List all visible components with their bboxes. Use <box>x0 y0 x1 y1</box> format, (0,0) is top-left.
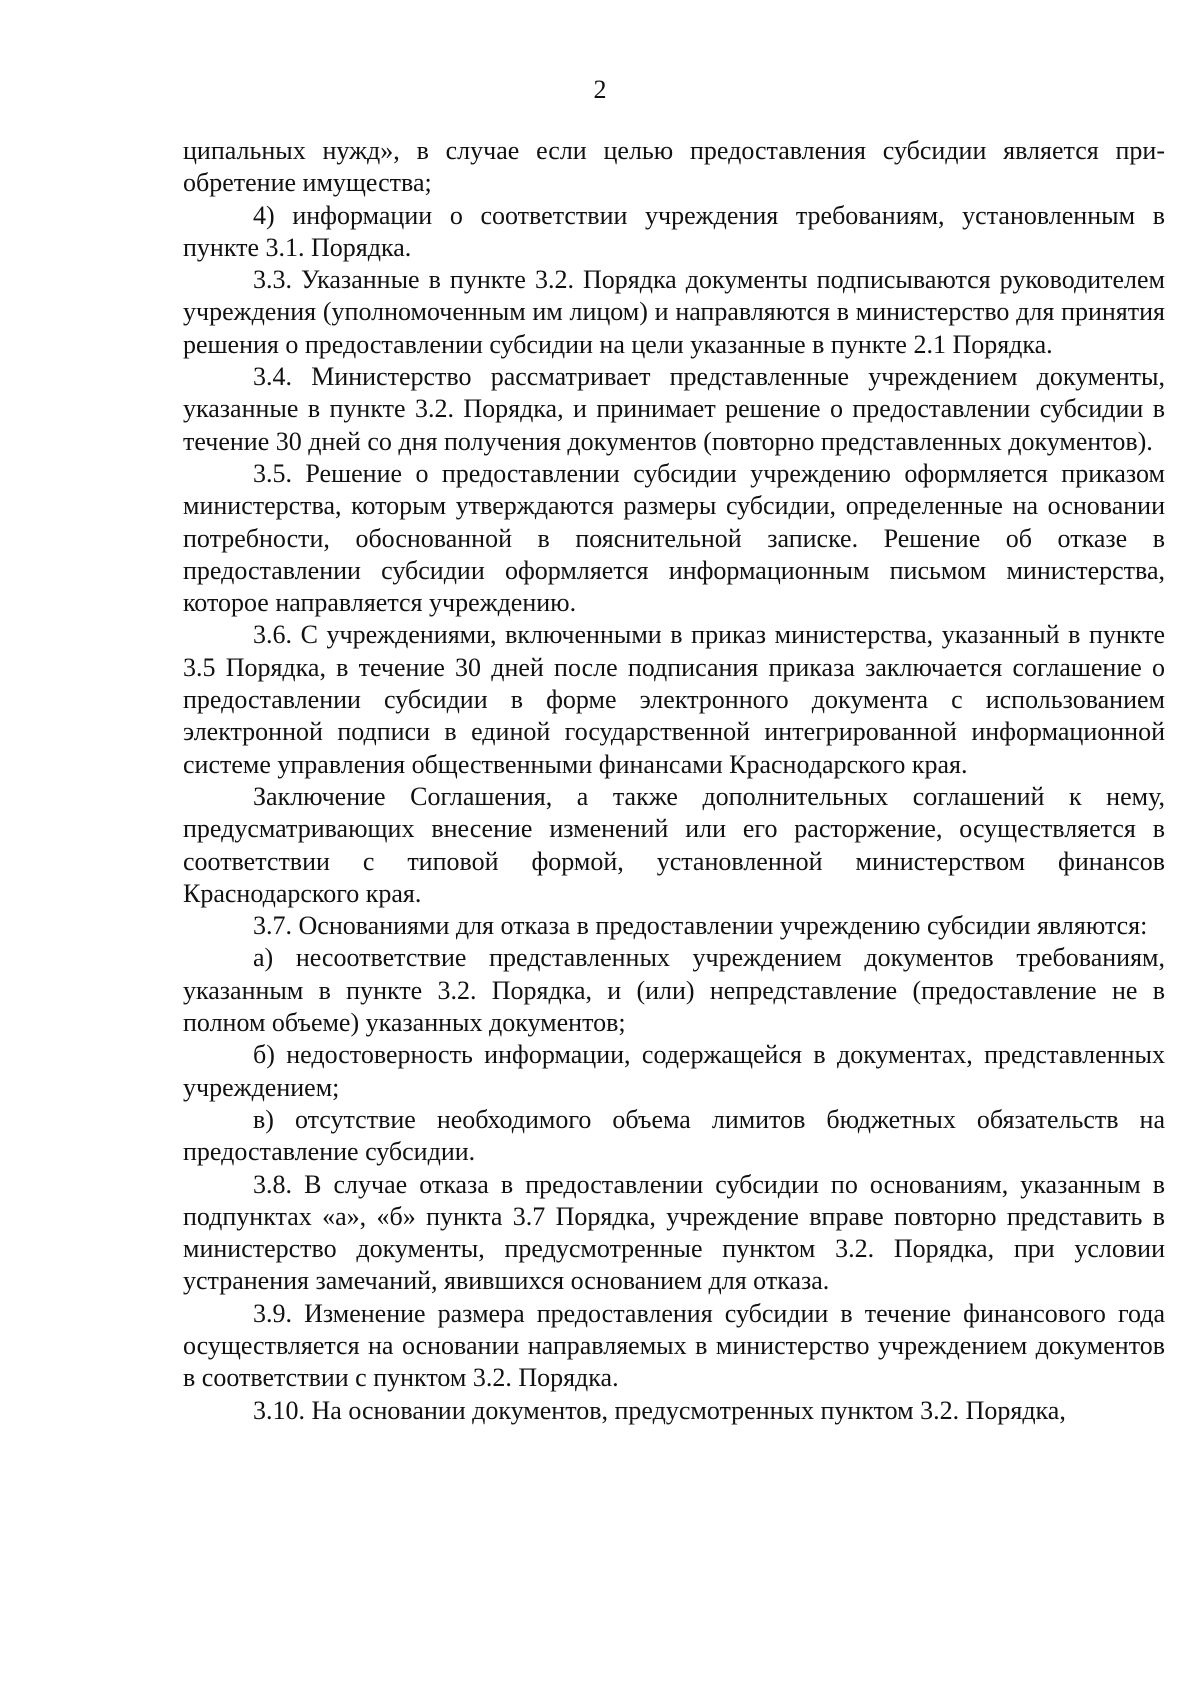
paragraph-3-5: 3.5. Решение о предоставлении субсидии учреждению оформляется приказом министерства, которым утверждаются размеры субсидии, определенные на основании потребности, обоснованной в пояснительной записке. Решение об отказе в предоставлении субсидии оформляется информационным письмом министерства, которое направляется учреждению. <box>183 458 1165 618</box>
paragraph-3-3: 3.3. Указанные в пункте 3.2. Порядка документы подписываются руководителем учреждения (уполномоченным им лицом) и направляются в министерство для принятия решения о предоставлении субсидии на цели указанные в пункте 2.1 Порядка. <box>183 265 1165 359</box>
paragraph-3-4: 3.4. Министерство рассматривает представленные учреждением документы, указанные в пункте 3.2. Порядка, и принимает решение о предоставлении субсидии в течение 30 дней со дня получения документов (повторно представленных документов). <box>183 362 1165 456</box>
paragraph-3-8: 3.8. В случае отказа в предоставлении субсидии по основаниям, указанным в подпунктах «а», «б» пункта 3.7 Порядка, учреждение вправе повторно представить в министерство документы, предусмотренные пунктом 3.2. Порядка, при условии устранения замечаний, явившихся основанием для отказа. <box>183 1169 1165 1296</box>
paragraph-agreement: Заключение Соглашения, а также дополнительных соглашений к нему, предусматривающих внесение изменений или его расторжение, осуществляется в соответствии с типовой формой, установленной министерством финансов Краснодарского края. <box>183 781 1165 908</box>
paragraph-3-7-b: б) недостоверность информации, содержащейся в документах, представленных учреждением; <box>183 1040 1165 1102</box>
paragraph-3-7-v: в) отсутствие необходимого объема лимитов бюджетных обязательств на предоставление субсидии. <box>183 1104 1165 1167</box>
paragraph-3-7-a: а) несоответствие представленных учреждением документов требованиям, указанным в пункте 3.2. Порядка, и (или) непредставление (предоставление не в полном объеме) указанных документов; <box>183 943 1165 1038</box>
paragraph-3-9: 3.9. Изменение размера предоставления субсидии в течение финансового года осуществляется на основании направляемых в министерство учреждением документов в соответствии с пунктом 3.2. Порядка. <box>183 1298 1165 1393</box>
paragraph-continuation: ципальных нужд», в случае если целью предоставления субсидии является приобретение имущества; <box>183 136 1165 198</box>
paragraph-3-10: 3.10. На основании документов, предусмотренных пунктом 3.2. Порядка, <box>253 1395 1066 1425</box>
paragraph-3-7: 3.7. Основаниями для отказа в предоставлении учреждению субсидии являются: <box>253 911 1148 941</box>
document-body <box>183 135 1165 1427</box>
paragraph-item-4: 4) информации о соответствии учреждения требованиям, установленным в пункте 3.1. Порядка. <box>183 200 1165 262</box>
paragraph-3-6: 3.6. С учреждениями, включенными в приказ министерства, указанный в пункте 3.5 Порядка, в течение 30 дней после подписания приказа заключается соглашение о предоставлении субсидии в форме электронного документа с использованием электронной подписи в единой государственной интегрированной информационной системе управления общественными финансами Краснодарского края. <box>183 620 1165 779</box>
page-number: 2 <box>593 75 607 104</box>
